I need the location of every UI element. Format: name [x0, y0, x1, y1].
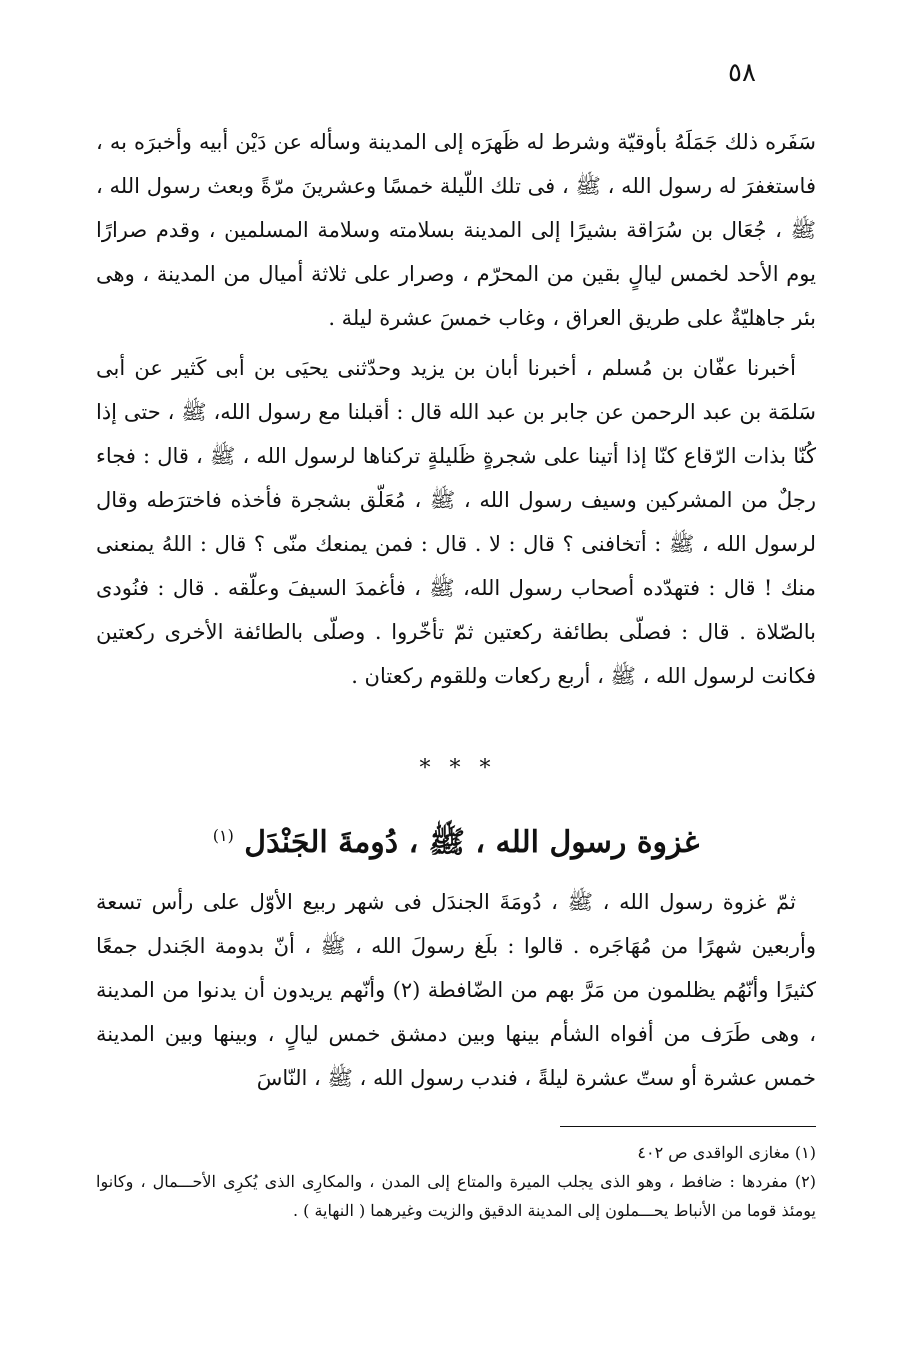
section-2-text [96, 880, 816, 1106]
footnotes [96, 1138, 816, 1225]
section-separator: * * * [419, 756, 497, 781]
chapter-heading [96, 812, 816, 867]
footnote-divider [560, 1126, 816, 1127]
paragraph-3: ثمّ غزوة رسول الله ، ﷺ ، دُومَةَ الجندَل فى شهر ربيع الأوّل على رأس تسعة وأربعين شهرًا من مُهَاجَره . قالوا : بلَغ رسولَ الله ، ﷺ ، أنّ بدومة الجَندل جمعًا كثيرًا وأنّهُم يظلمون من مَرَّ بهم من الضّافطة (٢) وأنّهم يريدون أن يدنوا من المدينة ، وهى طَرَف من أفواه الشأم بينها وبين دمشق خمس ليالٍ ، وبينها وبين المدينة خمس عشرة أو ستّ عشرة ليلةً ، فندب رسول الله ، ﷺ ، النّاسَ [96, 890, 816, 1090]
footnote-marker: (١) [212, 826, 234, 845]
chapter-title: غزوة رسول الله ، ﷺ ، دُومةَ الجَنْدَل [244, 825, 700, 860]
page-number: ٥٨ [728, 58, 756, 88]
paragraph-1: سَفَره ذلك جَمَلَهُ بأوقيّة وشرط له ظَهرَه إلى المدينة وسأله عن دَيْن أبيه وأخبرَه به ، فاستغفرَ له رسول الله ، ﷺ ، فى تلك اللّيلة خمسًا وعشرينَ مرّةً وبعث رسول الله ، ﷺ ، جُعَال بن سُرَاقة بشيرًا إلى المدينة بسلامته وسلامة المسلمين ، وقدم صرارًا يوم الأحد لخمس ليالٍ بقين من المحرّم ، وصرار على ثلاثة أميال من المدينة ، وهى بئر جاهليّةٌ على طريق العراق ، وغاب خمسَ عشرة ليلة . [96, 130, 816, 330]
footnote-2: (٢) مفردها : ضافط ، وهو الذى يجلب الميرة والمتاع إلى المدن ، والمكارِى الذى يُكرِى الأحـــمال ، وكانوا يومئذ قوما من الأنباط يحـــملون إلى المدينة الدقيق والزيت وغيرهما ( النهاية ) . [96, 1172, 816, 1220]
section-1-text [96, 120, 816, 704]
paragraph-2: أخبرنا عفّان بن مُسلم ، أخبرنا أبان بن يزيد وحدّثنى يحيَى بن أبى كَثير عن أبى سَلمَة بن عبد الرحمن عن جابر بن عبد الله قال : أقبلنا مع رسول الله، ﷺ ، حتى إذا كُنّا بذات الرّقاع كنّا إذا أتينا على شجرةٍ ظَليلةٍ تركناها لرسول الله ، ﷺ ، قال : فجاء رجلٌ من المشركين وسيف رسول الله ، ﷺ ، مُعَلّق بشجرة فأخذه فاخترَطه وقال لرسول الله ، ﷺ : أتخافنى ؟ قال : لا . قال : فمن يمنعك منّى ؟ قال : اللهُ يمنعنى منك ! قال : فتهدّده أصحاب رسول الله، ﷺ ، فأغمدَ السيفَ وعلّقه . قال : فنُودى بالصّلاة . قال : فصلّى بطائفة ركعتين ثمّ تأخّروا . وصلّى بالطائفة الأخرى ركعتين فكانت لرسول الله ، ﷺ ، أربع ركعات وللقوم ركعتان . [96, 356, 816, 688]
footnote-1: (١) مغازى الواقدى ص ٤٠٢ [637, 1143, 816, 1162]
